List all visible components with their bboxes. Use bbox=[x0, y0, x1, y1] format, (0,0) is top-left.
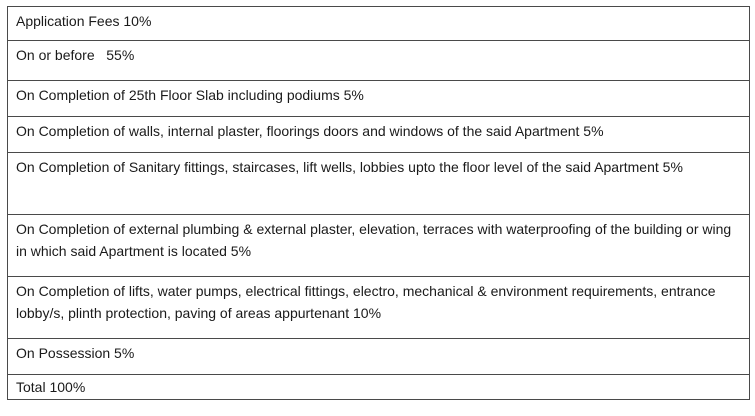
table-row bbox=[8, 41, 750, 81]
table-row bbox=[8, 375, 750, 400]
schedule-item-lifts-pumps: On Completion of lifts, water pumps, electrical fittings, electro, mechanical & environment requirements, entrance lobby/s, plinth protection, paving of areas appurtenant 10% bbox=[8, 277, 750, 339]
schedule-item-sanitary-fittings: On Completion of Sanitary fittings, staircases, lift wells, lobbies upto the floor level of the said Apartment 5% bbox=[8, 153, 750, 215]
table-row bbox=[8, 277, 750, 339]
schedule-item-application-fees: Application Fees 10% bbox=[8, 7, 750, 41]
schedule-total: Total 100% bbox=[8, 375, 750, 400]
schedule-item-possession: On Possession 5% bbox=[8, 339, 750, 375]
table-row bbox=[8, 215, 750, 277]
table-row bbox=[8, 7, 750, 41]
table-row bbox=[8, 339, 750, 375]
schedule-item-floor-slab: On Completion of 25th Floor Slab including podiums 5% bbox=[8, 81, 750, 117]
table-row bbox=[8, 117, 750, 153]
table-row bbox=[8, 81, 750, 117]
schedule-item-external-plumbing: On Completion of external plumbing & external plaster, elevation, terraces with waterproofing of the building or wing in which said Apartment is located 5% bbox=[8, 215, 750, 277]
table-row bbox=[8, 153, 750, 215]
schedule-item-on-or-before: On or before 55% bbox=[8, 41, 750, 81]
payment-schedule-table bbox=[7, 6, 750, 400]
schedule-item-walls-plaster: On Completion of walls, internal plaster, floorings doors and windows of the said Apartment 5% bbox=[8, 117, 750, 153]
